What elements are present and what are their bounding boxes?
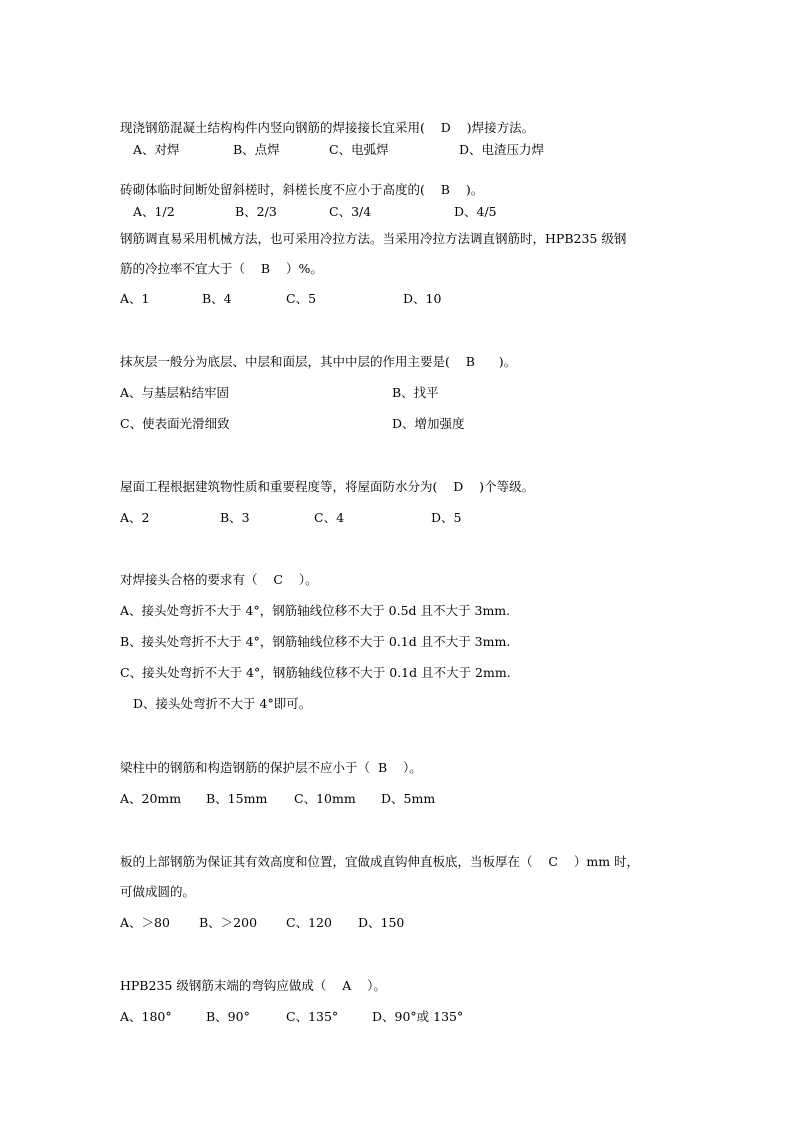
question-1-option-d: D、电渣压力焊 [459, 142, 545, 157]
question-6-option-c: C、接头处弯折不大于 4°，钢筋轴线位移不大于 0.1d 且不大于 2mm. [120, 665, 511, 680]
question-9-stem: HPB235 级钢筋末端的弯钩应做成（ A ）。 [120, 978, 386, 993]
question-7-option-b: B、15mm [206, 791, 268, 806]
question-5-stem: 屋面工程根据建筑物性质和重要程度等，将屋面防水分为( D )个等级。 [120, 479, 535, 494]
question-4-option-a: A、与基层粘结牢固 [120, 385, 230, 400]
question-5-option-c: C、4 [314, 510, 345, 525]
question-1-option-b: B、点焊 [233, 142, 280, 157]
question-3-option-d: D、10 [403, 291, 442, 306]
question-4-stem: 抹灰层一般分为底层、中层和面层，其中中层的作用主要是( B )。 [120, 354, 517, 369]
question-5-option-b: B、3 [220, 510, 250, 525]
question-2-stem: 砖砌体临时间断处留斜槎时，斜槎长度不应小于高度的( B )。 [120, 182, 484, 197]
question-5-option-d: D、5 [431, 510, 462, 525]
question-6-stem: 对焊接头合格的要求有（ C ）。 [120, 572, 318, 587]
question-6-option-d: D、接头处弯折不大于 4°即可。 [133, 696, 312, 711]
question-9-option-a: A、180° [120, 1009, 172, 1024]
question-7-option-d: D、5mm [381, 791, 436, 806]
question-6-option-a: A、接头处弯折不大于 4°，钢筋轴线位移不大于 0.5d 且不大于 3mm. [120, 603, 511, 618]
question-3-stem-line-1: 钢筋调直易采用机械方法，也可采用冷拉方法。当采用冷拉方法调直钢筋时，HPB235 级钢 [120, 231, 627, 246]
question-9-option-b: B、90° [206, 1009, 250, 1024]
question-7-stem: 梁柱中的钢筋和构造钢筋的保护层不应小于（ B ）。 [120, 760, 422, 775]
question-4-option-c: C、使表面光滑细致 [120, 416, 230, 431]
question-4-option-d: D、增加强度 [392, 416, 465, 431]
question-6-option-b: B、接头处弯折不大于 4°，钢筋轴线位移不大于 0.1d 且不大于 3mm. [120, 634, 511, 649]
question-8-stem-line-2: 可做成圆的。 [120, 884, 196, 899]
question-7-option-c: C、10mm [294, 791, 356, 806]
question-8-option-c: C、120 [286, 915, 332, 930]
question-1-option-a: A、对焊 [133, 142, 180, 157]
question-3-option-b: B、4 [202, 291, 232, 306]
question-2-option-d: D、4/5 [454, 204, 497, 219]
question-4-option-b: B、找平 [392, 385, 439, 400]
question-8-option-a: A、＞80 [120, 915, 170, 930]
question-3-option-a: A、1 [120, 291, 150, 306]
question-2-option-b: B、2/3 [235, 204, 277, 219]
question-8-stem-line-1: 板的上部钢筋为保证其有效高度和位置，宜做成直钩伸直板底，当板厚在（ C ）mm 时， [120, 854, 640, 869]
question-9-option-d: D、90°或 135° [372, 1009, 464, 1024]
question-5-option-a: A、2 [120, 510, 150, 525]
question-8-option-d: D、150 [358, 915, 405, 930]
question-2-option-a: A、1/2 [133, 204, 175, 219]
question-8-option-b: B、＞200 [199, 915, 258, 930]
question-3-option-c: C、5 [286, 291, 317, 306]
question-3-stem-line-2: 筋的冷拉率不宜大于（ B ）%。 [120, 261, 323, 276]
question-7-option-a: A、20mm [120, 791, 182, 806]
question-9-option-c: C、135° [286, 1009, 339, 1024]
question-1-stem: 现浇钢筋混凝土结构构件内竖向钢筋的焊接接长宜采用( D )焊接方法。 [120, 120, 535, 135]
question-1-option-c: C、电弧焊 [329, 142, 389, 157]
question-2-option-c: C、3/4 [329, 204, 372, 219]
